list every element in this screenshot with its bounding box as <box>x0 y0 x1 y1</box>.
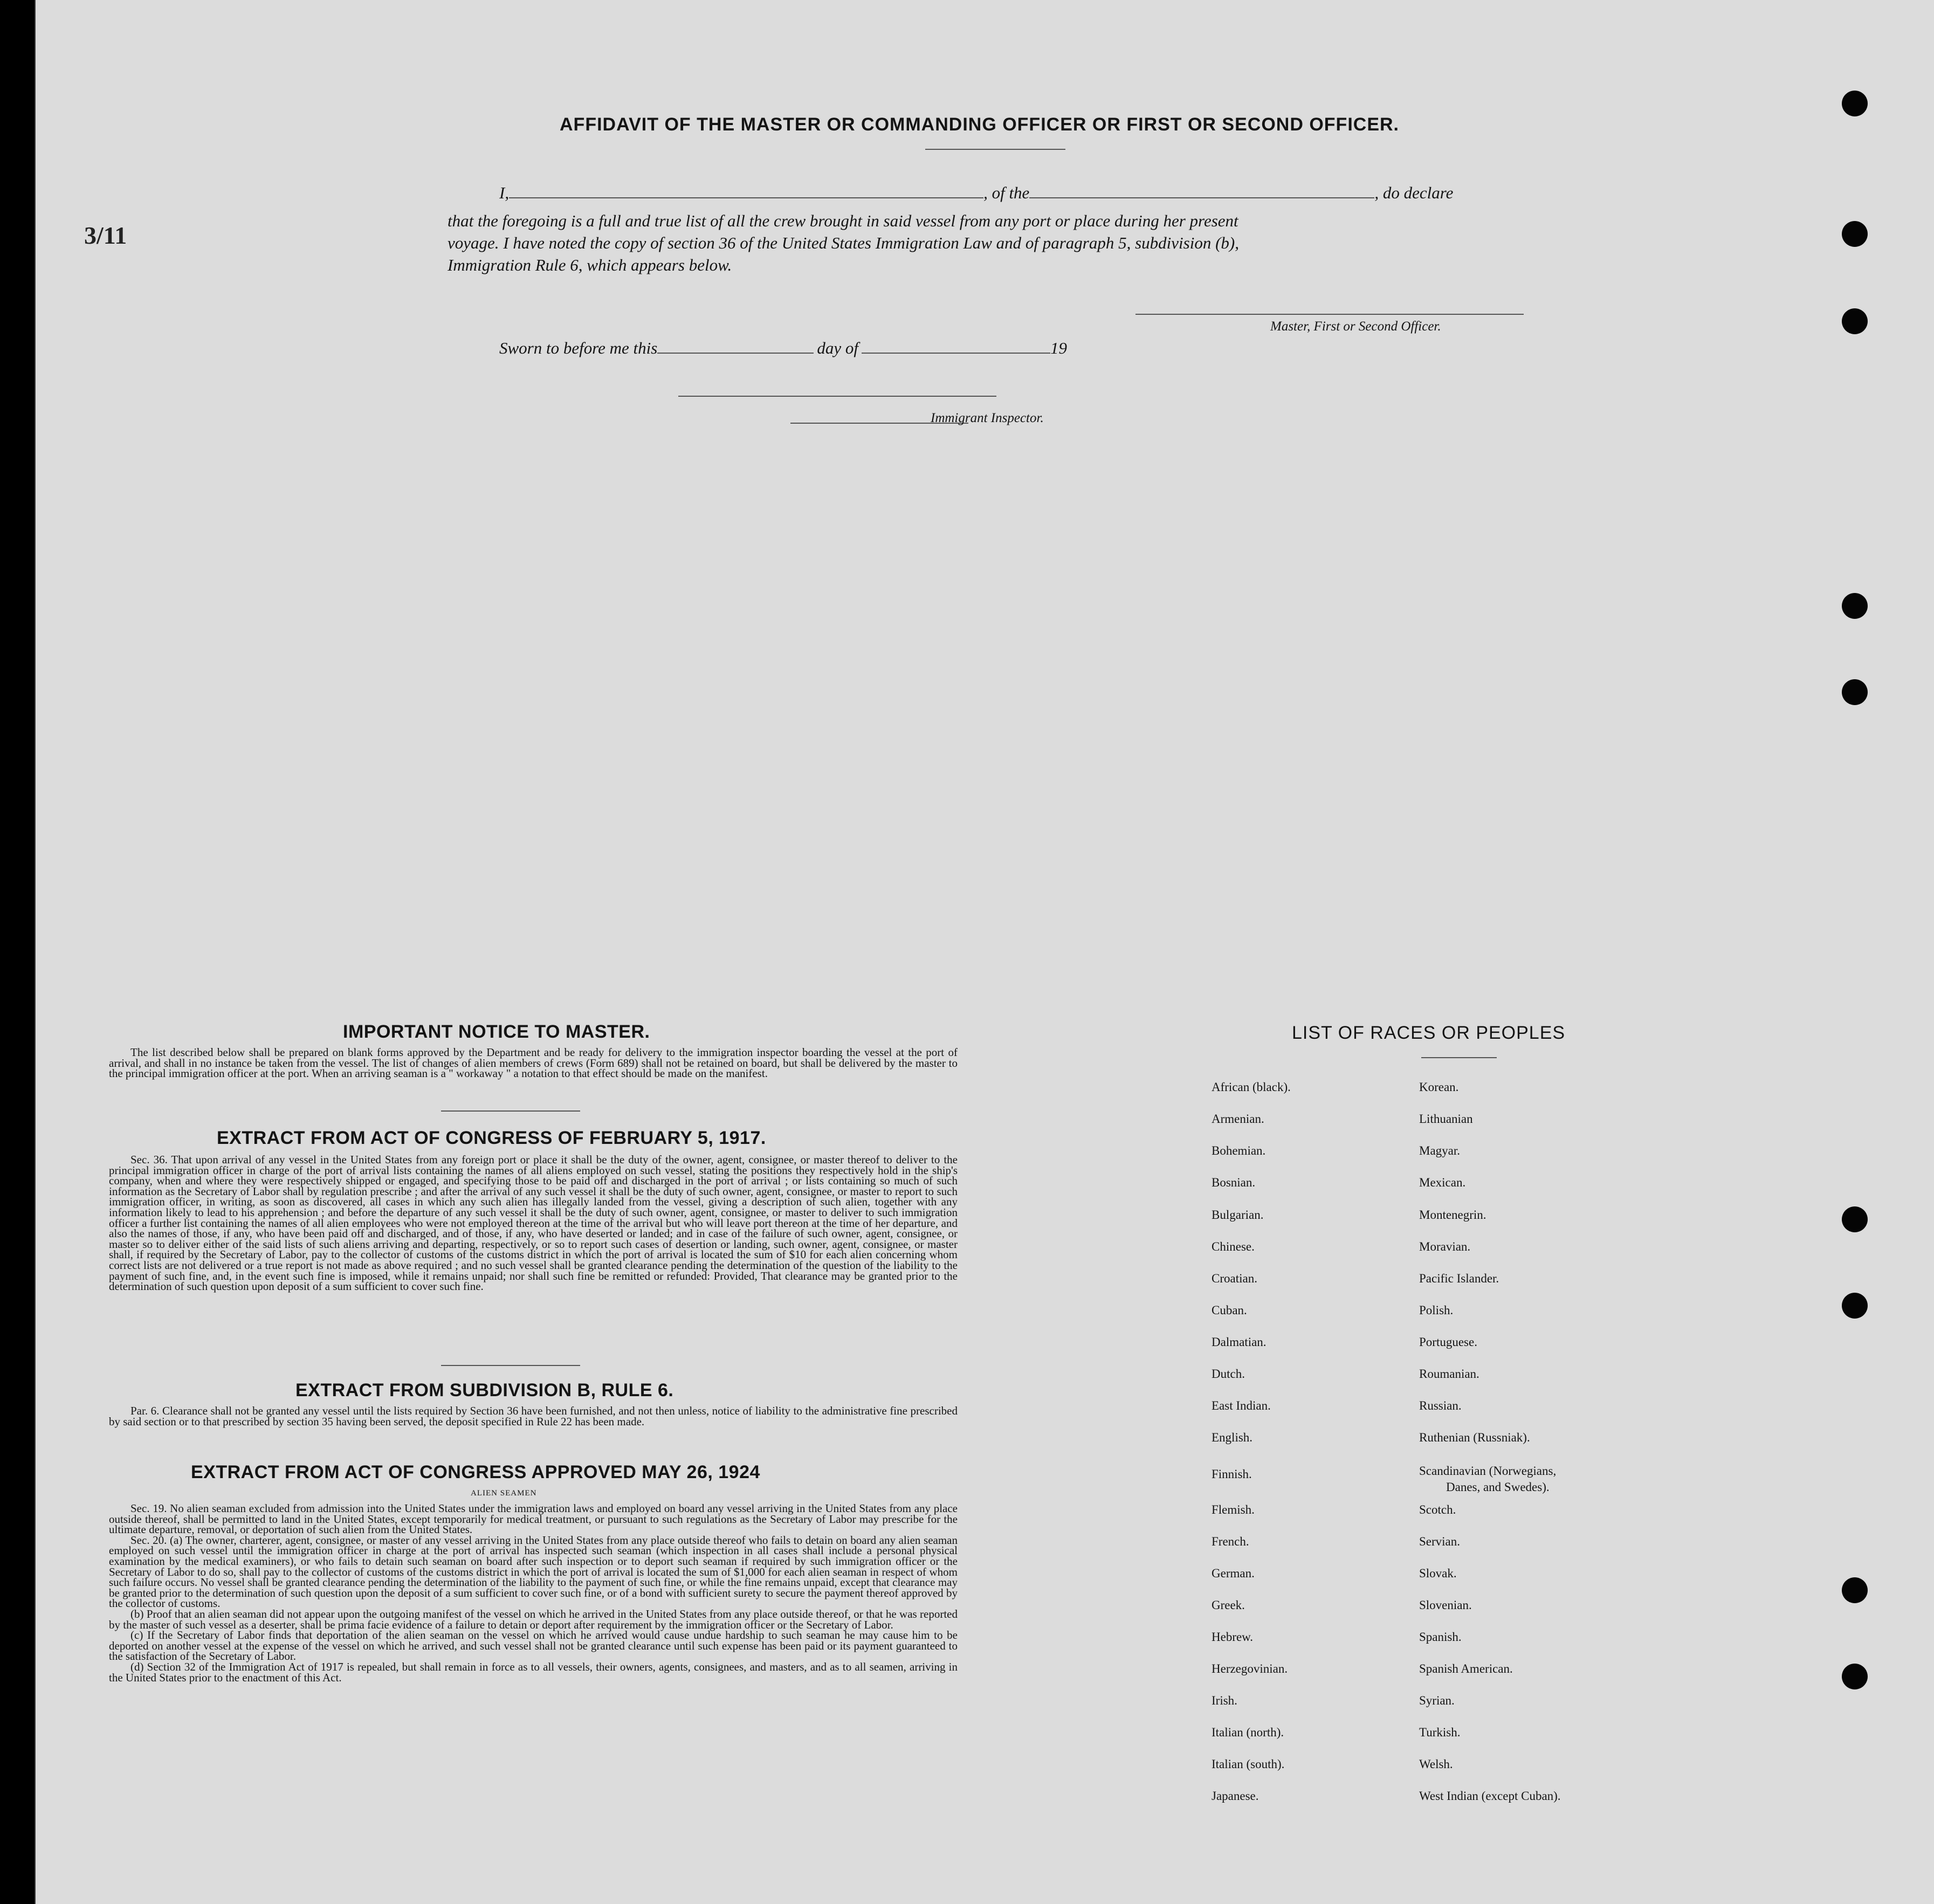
race-item: Korean. <box>1419 1080 1459 1094</box>
race-item: Roumanian. <box>1419 1367 1479 1381</box>
sworn-day-field[interactable] <box>657 352 814 354</box>
rule-6-heading: EXTRACT FROM SUBDIVISION B, RULE 6. <box>295 1380 674 1401</box>
punch-hole <box>1842 221 1868 247</box>
punch-hole <box>1842 91 1868 116</box>
race-item: French. <box>1212 1535 1249 1548</box>
affidavit-text-line-4: Immigration Rule 6, which appears below. <box>448 256 732 274</box>
punch-hole <box>1842 1577 1868 1603</box>
sec-20c-paragraph: (c) If the Secretary of Labor finds that deportation of the alien seaman on the vessel on which he arrived would cause undue hardship to such seaman he may cause him to be deported on another vessel at the expense of the vessel on which he arrived, and such vessel shall not be granted clearance until such expense has been paid or its payment guaranteed to the satisfaction of the Secretary of Labor. <box>109 1629 958 1663</box>
race-item: East Indian. <box>1212 1399 1271 1412</box>
race-item: Armenian. <box>1212 1112 1264 1126</box>
race-item: Montenegrin. <box>1419 1208 1486 1222</box>
race-item: Ruthenian (Russniak). <box>1419 1431 1530 1444</box>
race-item: Moravian. <box>1419 1240 1471 1253</box>
extract-1917-heading: EXTRACT FROM ACT OF CONGRESS OF FEBRUARY 5, 1917. <box>217 1128 766 1148</box>
affidavit-declarant-line <box>499 183 1453 203</box>
vessel-name-field[interactable] <box>1029 197 1374 198</box>
alien-seamen-subheading: ALIEN SEAMEN <box>471 1489 537 1498</box>
race-item: Dutch. <box>1212 1367 1245 1381</box>
declarant-name-field[interactable] <box>509 197 983 198</box>
race-item: Welsh. <box>1419 1757 1453 1771</box>
race-item: Servian. <box>1419 1535 1461 1548</box>
race-item: Lithuanian <box>1419 1112 1473 1126</box>
extract-1917-text: Sec. 36. That upon arrival of any vessel in the United States from any foreign port or place it shall be the duty of the owner, agent, consignee, or master thereof to deliver to the principal immigration officer in charge of the port of arrival lists containing the names of all aliens employed on such vessel, stating the positions they respectively hold in the ship's company, when and where they were respectively shipped or engaged, and specifying those to be paid off and discharged in the port of arrival ; or lists containing so much of such information as the Secretary of Labor shall by regulation prescribe ; and after the arrival of any such vessel it shall be the duty of such owner, agent, consignee, or master to report to such immigration officer, in writing, as soon as discovered, all cases in which any such alien has illegally landed from the vessel, giving a description of such alien, together with any information likely to lead to his apprehension ; and before the departure of any such vessel it shall be the duty of such owner, agent, consignee, or master to deliver to such immigration officer a further list containing the names of all alien employees who were not employed thereon at the time of the arrival but who will leave port thereon at the time of her departure, and also the names of those, if any, who have been paid off and discharged, and of those, if any, who have deserted or landed; and in case of the failure of such owner, agent, consignee, or master so to deliver either of the said lists of such aliens arriving and departing, respectively, or so to report such cases of desertion or landing, such owner, agent, consignee, or master shall, if required by the Secretary of Labor, pay to the collector of customs of the customs district in which the port of arrival is located the sum of $10 for each alien concerning whom correct lists are not delivered or a true report is not made as above required ; and no such vessel shall be granted clearance pending the determination of the question of the liability to the payment of such fine, and, in the event such fine is imposed, while it remains unpaid; nor shall such fine be remitted or refunded: Provided, That clearance may be granted prior to the determination of such question upon deposit of a sum sufficient to cover such fine. <box>109 1153 958 1293</box>
sec-20b-paragraph: (b) Proof that an alien seaman did not appear upon the outgoing manifest of the vessel on which he arrived in the United States from any place outside thereof, or that he was reported by the master of such vessel as a deserter, shall be prima facie evidence of a failure to detain or deport after requirement by the immigration officer or the Secretary of Labor. <box>109 1607 958 1631</box>
form-sheet <box>35 0 1934 1904</box>
of-the-label: , of the <box>983 183 1030 202</box>
punch-hole <box>1842 1664 1868 1689</box>
race-item: Slovak. <box>1419 1567 1457 1580</box>
sworn-label: Sworn to before me this <box>499 339 658 357</box>
sworn-month-field[interactable] <box>862 352 1050 354</box>
race-item: Slovenian. <box>1419 1598 1472 1612</box>
notice-text: The list described below shall be prepared on blank forms approved by the Department and be ready for delivery to the immigration inspector boarding the vessel at the port of arrival, and shall in no instance be taken from the vessel. The list of changes of alien members of crews (Form 689) shall not be retained on board, but shall be delivered by the master to the principal immigration officer at the port. When an arriving seaman is a " workaway " a notation to that effect should be made on the manifest. <box>109 1046 958 1080</box>
year-prefix: 19 <box>1050 339 1067 357</box>
punch-hole <box>1842 1293 1868 1319</box>
race-item: English. <box>1212 1431 1253 1444</box>
race-item: Flemish. <box>1212 1503 1255 1516</box>
extract-1924-text <box>109 1503 958 1683</box>
race-item: Spanish American. <box>1419 1662 1513 1675</box>
punch-hole <box>1842 679 1868 705</box>
race-item: German. <box>1212 1567 1255 1580</box>
race-item: Bulgarian. <box>1212 1208 1264 1222</box>
sec-19-paragraph: Sec. 19. No alien seaman excluded from admission into the United States under the immigration laws and employed on board any vessel arriving in the United States from any place outside thereof, shall be permitted to land in the United States, except temporarily for medical treatment, or pursuant to such regulations as the Secretary of Labor may prescribe for the ultimate departure, removal, or deportation of such alien from the United States. <box>109 1502 958 1536</box>
punch-hole <box>1842 308 1868 334</box>
master-signature-label: Master, First or Second Officer. <box>1270 319 1441 334</box>
race-item: Italian (south). <box>1212 1757 1285 1771</box>
races-divider <box>1421 1057 1497 1058</box>
race-item: Danes, and Swedes). <box>1446 1480 1550 1494</box>
declarant-prefix: I, <box>499 183 510 202</box>
punch-hole <box>1842 1206 1868 1232</box>
declare-label: , do declare <box>1374 183 1454 202</box>
extract-1924-heading: EXTRACT FROM ACT OF CONGRESS APPROVED MAY 26, 1924 <box>191 1462 760 1482</box>
race-item: Scandinavian (Norwegians, <box>1419 1464 1557 1478</box>
race-item: Croatian. <box>1212 1272 1257 1285</box>
race-item: Magyar. <box>1419 1144 1461 1157</box>
race-item: Chinese. <box>1212 1240 1255 1253</box>
race-item: Finnish. <box>1212 1467 1252 1481</box>
race-item: Turkish. <box>1419 1726 1461 1739</box>
inspector-signature-line-1[interactable] <box>678 396 996 397</box>
race-item: Cuban. <box>1212 1303 1247 1317</box>
race-item: Herzegovinian. <box>1212 1662 1288 1675</box>
race-item: Greek. <box>1212 1598 1245 1612</box>
notice-heading: IMPORTANT NOTICE TO MASTER. <box>343 1022 650 1042</box>
sworn-line <box>499 339 1067 358</box>
race-item: Portuguese. <box>1419 1335 1477 1349</box>
affidavit-title: AFFIDAVIT OF THE MASTER OR COMMANDING OFFICER OR FIRST OR SECOND OFFICER. <box>560 114 1399 135</box>
sec-20d-paragraph: (d) Section 32 of the Immigration Act of 1917 is repealed, but shall remain in force as to all vessels, their owners, agents, consignees, and masters, and as to all seamen, arriving in the United States prior to the enactment of this Act. <box>109 1660 958 1684</box>
race-item: Mexican. <box>1419 1176 1466 1189</box>
margin-note: 3/11 <box>84 222 127 249</box>
master-signature-line[interactable] <box>1135 314 1524 315</box>
race-item: Dalmatian. <box>1212 1335 1267 1349</box>
race-item: Spanish. <box>1419 1630 1462 1644</box>
race-item: West Indian (except Cuban). <box>1419 1789 1561 1803</box>
race-item: Italian (north). <box>1212 1726 1284 1739</box>
rule-6-text: Par. 6. Clearance shall not be granted any vessel until the lists required by Section 36 have been furnished, and not then unless, notice of liability to the administrative fine prescribed by said section or to that prescribed by section 35 having been served, the deposit specified in Rule 22 has been made. <box>109 1404 958 1428</box>
race-item: Polish. <box>1419 1303 1454 1317</box>
inspector-signature-label: Immigrant Inspector. <box>931 411 1044 425</box>
race-item: Pacific Islander. <box>1419 1272 1499 1285</box>
race-item: Irish. <box>1212 1694 1237 1707</box>
sec-20a-paragraph: Sec. 20. (a) The owner, charterer, agent, consignee, or master of any vessel arriving in the United States from any place outside thereof who fails to detain on board any alien seaman employed on such vessel until the immigration officer in charge at the port of arrival has inspected such seaman (which inspection in all cases shall include a personal physical examination by the medical examiners), or who fails to detain such seaman on board after such inspection or to deport such seaman if required by such immigration officer or the Secretary of Labor to do so, shall pay to the collector of customs of the customs district in which the port of arrival is located the sum of $1,000 for each alien seaman in respect of whom such failure occurs. No vessel shall be granted clearance pending the determination of the liability to the payment of such fine, or while the fine remains unpaid, except that clearance may be granted prior to the determination of such question upon the deposit of a sum sufficient to cover such fine, or of a bond with sufficient surety to secure the payment thereof approved by the collector of customs. <box>109 1533 958 1610</box>
title-divider <box>925 149 1065 150</box>
race-item: Bohemian. <box>1212 1144 1266 1157</box>
races-heading: LIST OF RACES OR PEOPLES <box>1292 1023 1566 1043</box>
notice-divider <box>441 1110 580 1112</box>
day-of-label: day of <box>817 339 858 357</box>
race-item: Syrian. <box>1419 1694 1455 1707</box>
race-item: Japanese. <box>1212 1789 1259 1803</box>
extract-1917-divider <box>441 1365 580 1366</box>
race-item: Scotch. <box>1419 1503 1456 1516</box>
affidavit-text-line-2: that the foregoing is a full and true list of all the crew brought in said vessel from any port or place during her present <box>448 211 1238 230</box>
race-item: Hebrew. <box>1212 1630 1254 1644</box>
race-item: Bosnian. <box>1212 1176 1256 1189</box>
punch-hole <box>1842 593 1868 619</box>
race-item: African (black). <box>1212 1080 1291 1094</box>
race-item: Russian. <box>1419 1399 1462 1412</box>
affidavit-text-line-3: voyage. I have noted the copy of section 36 of the United States Immigration Law and of paragraph 5, subdivision (b), <box>448 233 1239 252</box>
